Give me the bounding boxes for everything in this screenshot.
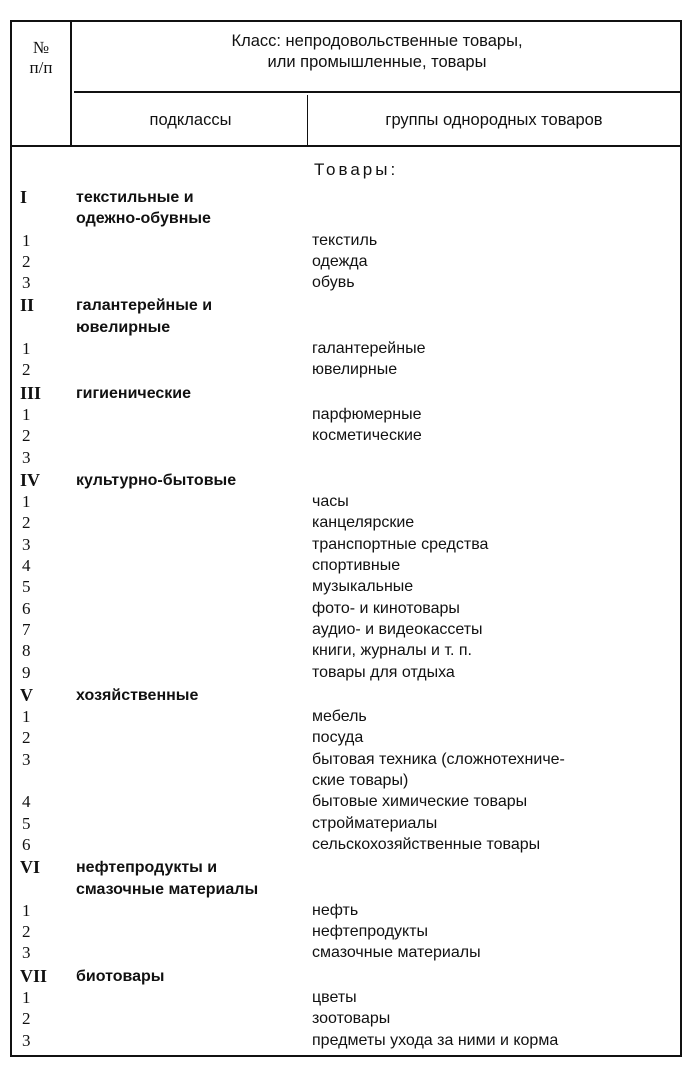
table-row	[12, 942, 680, 963]
table-row	[12, 619, 680, 640]
group-name: ювелирные	[312, 361, 398, 379]
group-name: нефть	[312, 901, 359, 919]
subclass-name	[72, 770, 306, 791]
group-name	[306, 685, 680, 706]
group-name: музыкальные	[312, 578, 414, 596]
table-row	[12, 791, 680, 812]
row-number: 1	[22, 339, 31, 359]
class-title-line1: Класс: непродовольственные товары,	[231, 32, 523, 50]
row-number	[12, 317, 72, 338]
subclass-name	[72, 813, 306, 834]
group-name: сельскохозяйственные товары	[312, 835, 541, 853]
table-row	[12, 834, 680, 855]
subclass-name	[72, 359, 306, 380]
table-row	[12, 338, 680, 359]
subclass-name: биотовары	[76, 967, 165, 985]
group-name: одежда	[312, 252, 368, 270]
subclass-name: нефтепродукты и	[76, 859, 218, 877]
group-name	[306, 208, 680, 229]
table-row	[12, 706, 680, 727]
row-number: VII	[20, 965, 48, 986]
row-number	[12, 879, 72, 900]
table-row	[12, 598, 680, 619]
row-number: IV	[20, 469, 41, 490]
subclass-name: смазочные материалы	[76, 880, 259, 898]
table-row	[12, 727, 680, 748]
group-name: предметы ухода за ними и корма	[312, 1031, 559, 1049]
table-row	[12, 662, 680, 683]
table-row	[12, 576, 680, 597]
group-name	[306, 317, 680, 338]
row-number: 3	[22, 1030, 31, 1050]
row-number: 1	[22, 492, 31, 512]
subclass-name: ювелирные	[76, 318, 171, 336]
table-row	[12, 512, 680, 533]
row-number: 9	[22, 662, 31, 682]
group-name	[306, 966, 680, 987]
table-row	[12, 208, 680, 229]
subclass-name	[72, 727, 306, 748]
table-body	[12, 147, 680, 1051]
group-name: зоотовары	[312, 1010, 391, 1028]
subclass-name: галантерейные и	[76, 297, 213, 315]
number-sign: №	[32, 38, 50, 57]
table-row	[12, 1008, 680, 1029]
subclass-name	[72, 404, 306, 425]
subclass-name	[72, 942, 306, 963]
subclass-name	[72, 619, 306, 640]
table-row	[12, 491, 680, 512]
row-number	[12, 770, 72, 791]
row-number: II	[20, 295, 35, 316]
table-row	[12, 317, 680, 338]
row-number: VI	[20, 857, 41, 878]
group-name: стройматериалы	[312, 814, 438, 832]
body-title: Товары:	[314, 160, 399, 179]
table-row	[12, 230, 680, 251]
subclass-row	[12, 685, 680, 706]
row-number	[12, 208, 72, 229]
subclass-name	[72, 491, 306, 512]
subclass-name	[72, 425, 306, 446]
group-name: косметические	[312, 427, 422, 445]
group-name: фото- и кинотовары	[312, 599, 460, 617]
subclass-row	[12, 470, 680, 491]
row-number: 3	[22, 273, 31, 293]
subclass-name	[72, 900, 306, 921]
group-name	[306, 383, 680, 404]
row-number: 3	[22, 534, 31, 554]
row-number: 2	[22, 426, 31, 446]
group-name: бытовая техника (сложнотехниче-	[312, 750, 565, 768]
table-row	[12, 359, 680, 380]
table-row	[12, 1030, 680, 1051]
subclass-name	[72, 640, 306, 661]
group-name	[306, 447, 680, 468]
group-name: парфюмерные	[312, 405, 422, 423]
group-name: канцелярские	[312, 514, 415, 532]
row-number: 3	[22, 749, 31, 769]
row-number: 2	[22, 1009, 31, 1029]
table-row	[12, 749, 680, 770]
number-column-header	[12, 22, 72, 145]
subclass-name	[72, 987, 306, 1008]
row-number: 3	[22, 447, 31, 467]
class-title-line2: или промышленные, товары	[267, 53, 487, 71]
group-name	[306, 187, 680, 208]
row-number: 6	[22, 834, 31, 854]
table-row	[12, 900, 680, 921]
group-name: текстиль	[312, 231, 378, 249]
table-row	[12, 640, 680, 661]
subclasses-header: подклассы	[74, 95, 308, 145]
subclass-name	[72, 921, 306, 942]
row-number: 8	[22, 641, 31, 661]
row-number: 3	[22, 943, 31, 963]
subclass-name	[72, 447, 306, 468]
subclass-name	[72, 1008, 306, 1029]
table-header	[12, 22, 680, 147]
group-name: аудио- и видеокассеты	[312, 620, 483, 638]
subclass-name: хозяйственные	[76, 686, 199, 704]
subclass-name	[72, 662, 306, 683]
row-number: I	[20, 187, 28, 207]
table-row	[12, 425, 680, 446]
row-number: 1	[22, 707, 31, 727]
row-number: 4	[22, 792, 31, 812]
subclass-name	[72, 749, 306, 770]
row-number: 2	[22, 728, 31, 748]
group-name: нефтепродукты	[312, 923, 429, 941]
subclass-name	[72, 706, 306, 727]
subclass-name	[72, 598, 306, 619]
table-row	[12, 555, 680, 576]
subclass-name	[72, 251, 306, 272]
row-number: 1	[22, 404, 31, 424]
subclass-row	[12, 966, 680, 987]
classification-table	[10, 20, 682, 1057]
subclass-name	[72, 576, 306, 597]
row-number: 1	[22, 230, 31, 250]
row-number: 2	[22, 922, 31, 942]
table-row	[12, 272, 680, 293]
table-row	[12, 813, 680, 834]
table-row	[12, 987, 680, 1008]
group-name	[306, 470, 680, 491]
table-row	[12, 879, 680, 900]
group-name	[306, 295, 680, 316]
subclass-name	[72, 534, 306, 555]
group-name: цветы	[312, 988, 357, 1006]
table-row	[12, 921, 680, 942]
row-number: 2	[22, 251, 31, 271]
group-name: мебель	[312, 708, 367, 726]
subclass-name: гигиенические	[76, 384, 192, 402]
row-number: III	[20, 382, 42, 403]
row-number: 5	[22, 813, 31, 833]
subclass-row	[12, 383, 680, 404]
subclass-name	[72, 272, 306, 293]
group-name: галантерейные	[312, 340, 426, 358]
row-number: 4	[22, 556, 31, 576]
row-number: 2	[22, 513, 31, 533]
group-name	[306, 857, 680, 878]
subclass-name: культурно-бытовые	[76, 471, 237, 489]
group-name: обувь	[312, 274, 355, 292]
group-name: бытовые химические товары	[312, 793, 528, 811]
group-name: посуда	[312, 729, 364, 747]
subclass-name	[72, 791, 306, 812]
subclass-name: текстильные и	[76, 189, 194, 206]
subclass-row	[12, 857, 680, 878]
group-name: спортивные	[312, 557, 401, 575]
subclass-row	[12, 295, 680, 316]
table-row	[12, 534, 680, 555]
subclass-name	[72, 1030, 306, 1051]
row-number: 1	[22, 987, 31, 1007]
group-name: смазочные материалы	[312, 944, 481, 962]
subclass-name	[72, 230, 306, 251]
subclass-name	[72, 338, 306, 359]
group-name	[306, 879, 680, 900]
row-number: 5	[22, 577, 31, 597]
table-row	[12, 404, 680, 425]
group-name: транспортные средства	[312, 535, 489, 553]
table-row	[12, 447, 680, 468]
pp-label: п/п	[29, 58, 53, 77]
subclass-name	[72, 834, 306, 855]
subclass-name: одежно-обувные	[76, 210, 211, 228]
group-name: книги, журналы и т. п.	[312, 642, 472, 660]
group-name: товары для отдыха	[312, 663, 455, 681]
group-name: часы	[312, 493, 349, 511]
row-number: 2	[22, 360, 31, 380]
groups-header: группы однородных товаров	[385, 111, 603, 129]
class-header	[74, 22, 680, 93]
row-number: 6	[22, 598, 31, 618]
group-name: ские товары)	[312, 772, 409, 790]
row-number: 7	[22, 619, 31, 639]
subclass-row	[12, 187, 680, 208]
row-number: V	[20, 684, 33, 705]
table-row	[12, 251, 680, 272]
subclass-name	[72, 512, 306, 533]
row-number: 1	[22, 900, 31, 920]
subclass-name	[72, 555, 306, 576]
table-row	[12, 770, 680, 791]
